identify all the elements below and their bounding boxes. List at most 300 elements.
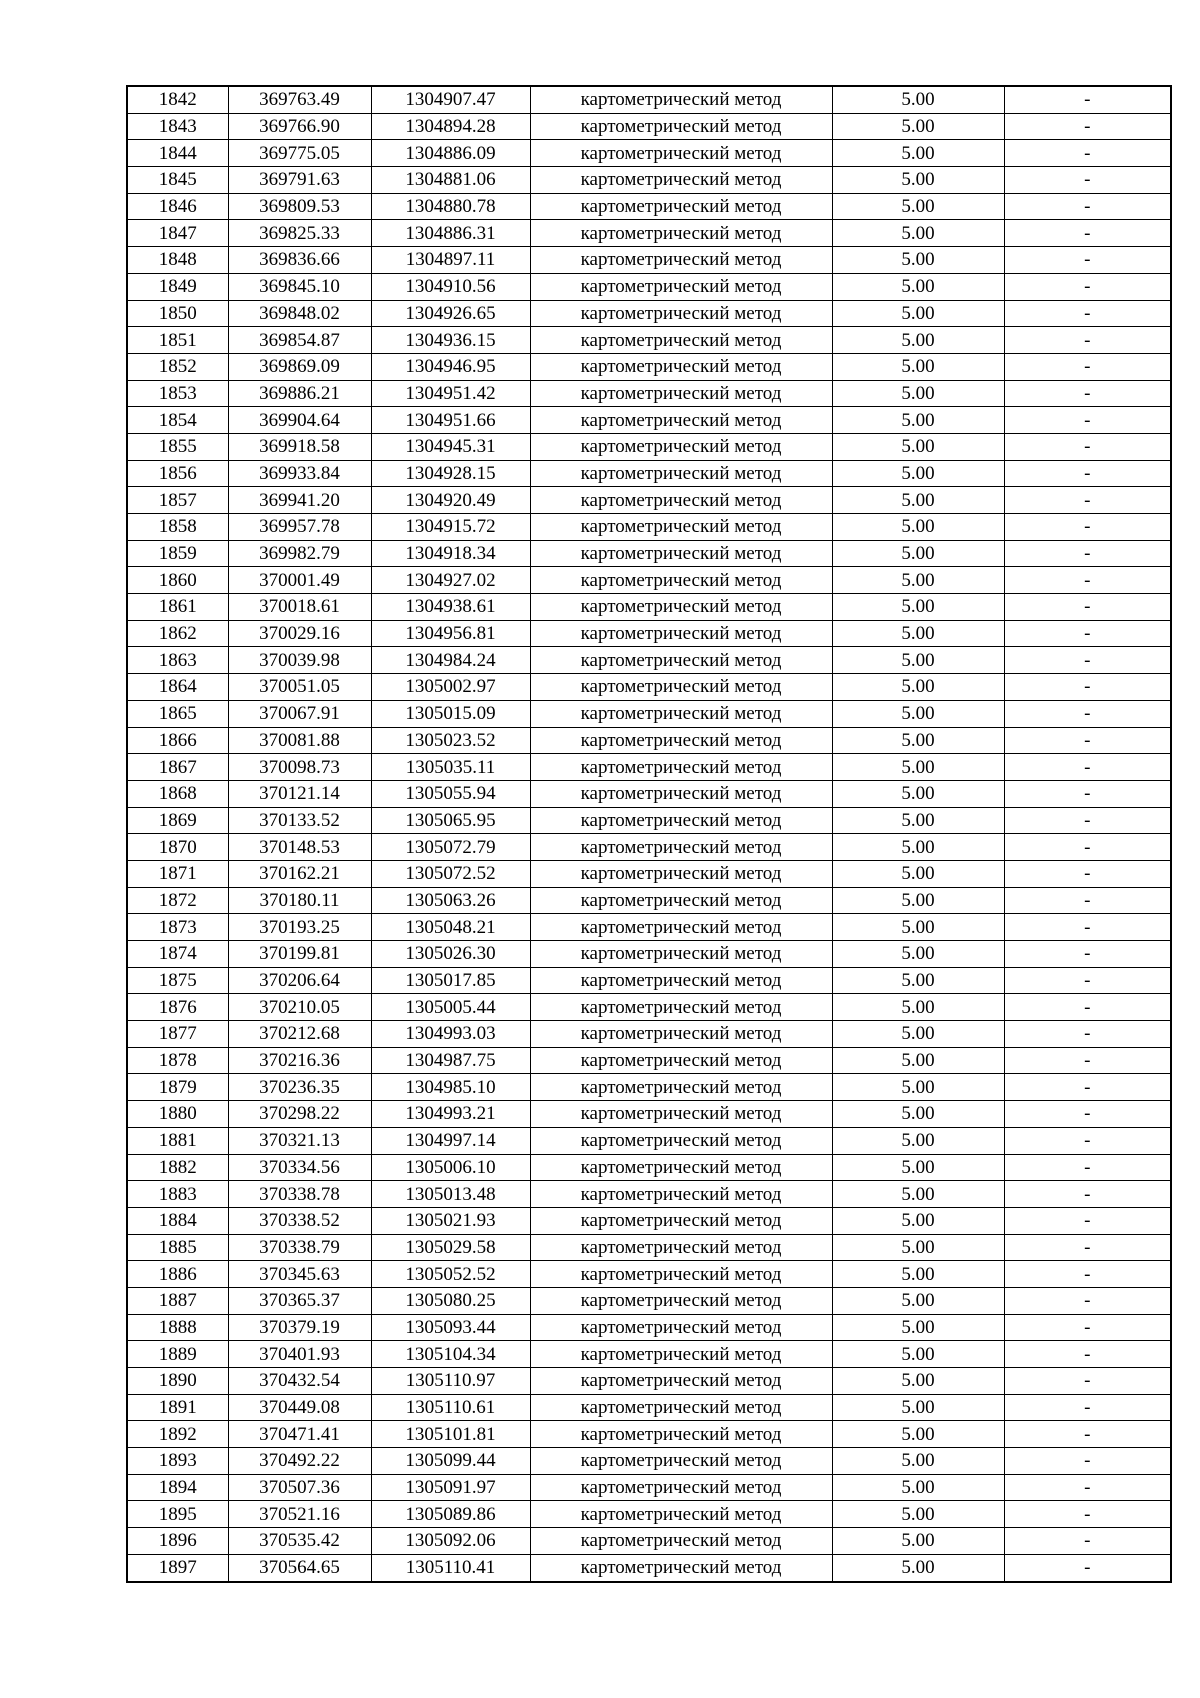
accuracy-cell: 5.00 xyxy=(832,567,1004,594)
table-row xyxy=(127,514,1171,541)
table-row xyxy=(127,914,1171,941)
method-cell: картометрический метод xyxy=(530,407,832,434)
point-number-cell: 1864 xyxy=(127,674,228,701)
y-coordinate-cell: 1305110.41 xyxy=(371,1554,530,1581)
method-cell: картометрический метод xyxy=(530,700,832,727)
method-cell: картометрический метод xyxy=(530,380,832,407)
description-cell: - xyxy=(1004,567,1171,594)
accuracy-cell: 5.00 xyxy=(832,407,1004,434)
method-cell: картометрический метод xyxy=(530,86,832,113)
point-number-cell: 1855 xyxy=(127,433,228,460)
point-number-cell: 1876 xyxy=(127,994,228,1021)
point-number-cell: 1872 xyxy=(127,887,228,914)
y-coordinate-cell: 1304956.81 xyxy=(371,620,530,647)
description-cell: - xyxy=(1004,1154,1171,1181)
y-coordinate-cell: 1304951.66 xyxy=(371,407,530,434)
y-coordinate-cell: 1305055.94 xyxy=(371,780,530,807)
point-number-cell: 1856 xyxy=(127,460,228,487)
table-row xyxy=(127,300,1171,327)
table-row xyxy=(127,1047,1171,1074)
accuracy-cell: 5.00 xyxy=(832,754,1004,781)
x-coordinate-cell: 369854.87 xyxy=(228,327,371,354)
y-coordinate-cell: 1304897.11 xyxy=(371,247,530,274)
table-row xyxy=(127,1368,1171,1395)
table-row xyxy=(127,86,1171,113)
x-coordinate-cell: 369763.49 xyxy=(228,86,371,113)
table-row xyxy=(127,1394,1171,1421)
method-cell: картометрический метод xyxy=(530,113,832,140)
x-coordinate-cell: 369845.10 xyxy=(228,273,371,300)
y-coordinate-cell: 1304915.72 xyxy=(371,514,530,541)
description-cell: - xyxy=(1004,353,1171,380)
accuracy-cell: 5.00 xyxy=(832,1501,1004,1528)
point-number-cell: 1897 xyxy=(127,1554,228,1581)
table-row xyxy=(127,807,1171,834)
y-coordinate-cell: 1304993.21 xyxy=(371,1101,530,1128)
point-number-cell: 1845 xyxy=(127,167,228,194)
table-row xyxy=(127,1448,1171,1475)
description-cell: - xyxy=(1004,167,1171,194)
y-coordinate-cell: 1305013.48 xyxy=(371,1181,530,1208)
x-coordinate-cell: 370449.08 xyxy=(228,1394,371,1421)
y-coordinate-cell: 1304880.78 xyxy=(371,193,530,220)
y-coordinate-cell: 1304936.15 xyxy=(371,327,530,354)
accuracy-cell: 5.00 xyxy=(832,1368,1004,1395)
x-coordinate-cell: 370334.56 xyxy=(228,1154,371,1181)
y-coordinate-cell: 1304881.06 xyxy=(371,167,530,194)
x-coordinate-cell: 369836.66 xyxy=(228,247,371,274)
method-cell: картометрический метод xyxy=(530,647,832,674)
x-coordinate-cell: 370018.61 xyxy=(228,594,371,621)
y-coordinate-cell: 1305005.44 xyxy=(371,994,530,1021)
accuracy-cell: 5.00 xyxy=(832,674,1004,701)
accuracy-cell: 5.00 xyxy=(832,941,1004,968)
x-coordinate-cell: 369982.79 xyxy=(228,540,371,567)
point-number-cell: 1883 xyxy=(127,1181,228,1208)
method-cell: картометрический метод xyxy=(530,567,832,594)
description-cell: - xyxy=(1004,647,1171,674)
point-number-cell: 1891 xyxy=(127,1394,228,1421)
y-coordinate-cell: 1305002.97 xyxy=(371,674,530,701)
x-coordinate-cell: 370133.52 xyxy=(228,807,371,834)
table-row xyxy=(127,407,1171,434)
accuracy-cell: 5.00 xyxy=(832,380,1004,407)
table-row xyxy=(127,327,1171,354)
accuracy-cell: 5.00 xyxy=(832,514,1004,541)
y-coordinate-cell: 1304945.31 xyxy=(371,433,530,460)
method-cell: картометрический метод xyxy=(530,941,832,968)
point-number-cell: 1879 xyxy=(127,1074,228,1101)
table-row xyxy=(127,460,1171,487)
point-number-cell: 1865 xyxy=(127,700,228,727)
accuracy-cell: 5.00 xyxy=(832,620,1004,647)
method-cell: картометрический метод xyxy=(530,1474,832,1501)
point-number-cell: 1847 xyxy=(127,220,228,247)
table-row xyxy=(127,1314,1171,1341)
table-row xyxy=(127,247,1171,274)
point-number-cell: 1868 xyxy=(127,780,228,807)
y-coordinate-cell: 1305110.97 xyxy=(371,1368,530,1395)
y-coordinate-cell: 1305091.97 xyxy=(371,1474,530,1501)
y-coordinate-cell: 1304946.95 xyxy=(371,353,530,380)
x-coordinate-cell: 369766.90 xyxy=(228,113,371,140)
method-cell: картометрический метод xyxy=(530,1047,832,1074)
x-coordinate-cell: 370039.98 xyxy=(228,647,371,674)
y-coordinate-cell: 1304920.49 xyxy=(371,487,530,514)
x-coordinate-cell: 370471.41 xyxy=(228,1421,371,1448)
x-coordinate-cell: 370365.37 xyxy=(228,1287,371,1314)
y-coordinate-cell: 1304907.47 xyxy=(371,86,530,113)
method-cell: картометрический метод xyxy=(530,1261,832,1288)
table-row xyxy=(127,647,1171,674)
accuracy-cell: 5.00 xyxy=(832,914,1004,941)
description-cell: - xyxy=(1004,1394,1171,1421)
y-coordinate-cell: 1305080.25 xyxy=(371,1287,530,1314)
accuracy-cell: 5.00 xyxy=(832,1074,1004,1101)
description-cell: - xyxy=(1004,514,1171,541)
description-cell: - xyxy=(1004,1341,1171,1368)
table-row xyxy=(127,967,1171,994)
x-coordinate-cell: 369848.02 xyxy=(228,300,371,327)
y-coordinate-cell: 1305110.61 xyxy=(371,1394,530,1421)
accuracy-cell: 5.00 xyxy=(832,1234,1004,1261)
y-coordinate-cell: 1305048.21 xyxy=(371,914,530,941)
y-coordinate-cell: 1305072.79 xyxy=(371,834,530,861)
y-coordinate-cell: 1304886.09 xyxy=(371,140,530,167)
table-row xyxy=(127,140,1171,167)
method-cell: картометрический метод xyxy=(530,514,832,541)
table-row xyxy=(127,1154,1171,1181)
description-cell: - xyxy=(1004,1181,1171,1208)
description-cell: - xyxy=(1004,594,1171,621)
method-cell: картометрический метод xyxy=(530,300,832,327)
description-cell: - xyxy=(1004,140,1171,167)
description-cell: - xyxy=(1004,967,1171,994)
table-row xyxy=(127,1261,1171,1288)
y-coordinate-cell: 1305021.93 xyxy=(371,1207,530,1234)
x-coordinate-cell: 370379.19 xyxy=(228,1314,371,1341)
point-number-cell: 1850 xyxy=(127,300,228,327)
method-cell: картометрический метод xyxy=(530,967,832,994)
y-coordinate-cell: 1305052.52 xyxy=(371,1261,530,1288)
point-number-cell: 1881 xyxy=(127,1127,228,1154)
description-cell: - xyxy=(1004,407,1171,434)
x-coordinate-cell: 370216.36 xyxy=(228,1047,371,1074)
accuracy-cell: 5.00 xyxy=(832,1394,1004,1421)
method-cell: картометрический метод xyxy=(530,1341,832,1368)
accuracy-cell: 5.00 xyxy=(832,727,1004,754)
y-coordinate-cell: 1305029.58 xyxy=(371,1234,530,1261)
method-cell: картометрический метод xyxy=(530,1207,832,1234)
accuracy-cell: 5.00 xyxy=(832,594,1004,621)
method-cell: картометрический метод xyxy=(530,433,832,460)
x-coordinate-cell: 369775.05 xyxy=(228,140,371,167)
description-cell: - xyxy=(1004,220,1171,247)
x-coordinate-cell: 370081.88 xyxy=(228,727,371,754)
x-coordinate-cell: 369791.63 xyxy=(228,167,371,194)
accuracy-cell: 5.00 xyxy=(832,460,1004,487)
table-row xyxy=(127,193,1171,220)
point-number-cell: 1892 xyxy=(127,1421,228,1448)
method-cell: картометрический метод xyxy=(530,727,832,754)
y-coordinate-cell: 1305015.09 xyxy=(371,700,530,727)
description-cell: - xyxy=(1004,487,1171,514)
x-coordinate-cell: 370564.65 xyxy=(228,1554,371,1581)
method-cell: картометрический метод xyxy=(530,594,832,621)
y-coordinate-cell: 1305101.81 xyxy=(371,1421,530,1448)
description-cell: - xyxy=(1004,1314,1171,1341)
point-number-cell: 1867 xyxy=(127,754,228,781)
accuracy-cell: 5.00 xyxy=(832,1528,1004,1555)
x-coordinate-cell: 369869.09 xyxy=(228,353,371,380)
point-number-cell: 1860 xyxy=(127,567,228,594)
description-cell: - xyxy=(1004,1101,1171,1128)
accuracy-cell: 5.00 xyxy=(832,1341,1004,1368)
description-cell: - xyxy=(1004,727,1171,754)
point-number-cell: 1854 xyxy=(127,407,228,434)
method-cell: картометрический метод xyxy=(530,540,832,567)
accuracy-cell: 5.00 xyxy=(832,967,1004,994)
point-number-cell: 1874 xyxy=(127,941,228,968)
accuracy-cell: 5.00 xyxy=(832,1047,1004,1074)
point-number-cell: 1895 xyxy=(127,1501,228,1528)
x-coordinate-cell: 370236.35 xyxy=(228,1074,371,1101)
table-row xyxy=(127,994,1171,1021)
point-number-cell: 1878 xyxy=(127,1047,228,1074)
method-cell: картометрический метод xyxy=(530,1554,832,1581)
point-number-cell: 1869 xyxy=(127,807,228,834)
description-cell: - xyxy=(1004,994,1171,1021)
x-coordinate-cell: 370162.21 xyxy=(228,860,371,887)
y-coordinate-cell: 1304894.28 xyxy=(371,113,530,140)
method-cell: картометрический метод xyxy=(530,327,832,354)
table-row xyxy=(127,113,1171,140)
accuracy-cell: 5.00 xyxy=(832,994,1004,1021)
x-coordinate-cell: 370338.78 xyxy=(228,1181,371,1208)
table-row xyxy=(127,1474,1171,1501)
method-cell: картометрический метод xyxy=(530,247,832,274)
description-cell: - xyxy=(1004,1554,1171,1581)
description-cell: - xyxy=(1004,1501,1171,1528)
accuracy-cell: 5.00 xyxy=(832,647,1004,674)
description-cell: - xyxy=(1004,247,1171,274)
table-row xyxy=(127,540,1171,567)
table-row xyxy=(127,353,1171,380)
point-number-cell: 1886 xyxy=(127,1261,228,1288)
accuracy-cell: 5.00 xyxy=(832,433,1004,460)
method-cell: картометрический метод xyxy=(530,1234,832,1261)
coordinates-table-body xyxy=(127,86,1171,1582)
method-cell: картометрический метод xyxy=(530,887,832,914)
y-coordinate-cell: 1304910.56 xyxy=(371,273,530,300)
y-coordinate-cell: 1304886.31 xyxy=(371,220,530,247)
point-number-cell: 1846 xyxy=(127,193,228,220)
table-row xyxy=(127,1074,1171,1101)
x-coordinate-cell: 369941.20 xyxy=(228,487,371,514)
method-cell: картометрический метод xyxy=(530,1101,832,1128)
x-coordinate-cell: 369809.53 xyxy=(228,193,371,220)
x-coordinate-cell: 370432.54 xyxy=(228,1368,371,1395)
accuracy-cell: 5.00 xyxy=(832,167,1004,194)
table-row xyxy=(127,1207,1171,1234)
x-coordinate-cell: 370338.52 xyxy=(228,1207,371,1234)
description-cell: - xyxy=(1004,273,1171,300)
method-cell: картометрический метод xyxy=(530,807,832,834)
description-cell: - xyxy=(1004,674,1171,701)
y-coordinate-cell: 1305089.86 xyxy=(371,1501,530,1528)
description-cell: - xyxy=(1004,1287,1171,1314)
description-cell: - xyxy=(1004,193,1171,220)
point-number-cell: 1849 xyxy=(127,273,228,300)
y-coordinate-cell: 1305065.95 xyxy=(371,807,530,834)
table-row xyxy=(127,1021,1171,1048)
y-coordinate-cell: 1304984.24 xyxy=(371,647,530,674)
table-row xyxy=(127,887,1171,914)
table-row xyxy=(127,487,1171,514)
x-coordinate-cell: 370180.11 xyxy=(228,887,371,914)
method-cell: картометрический метод xyxy=(530,834,832,861)
method-cell: картометрический метод xyxy=(530,994,832,1021)
x-coordinate-cell: 370321.13 xyxy=(228,1127,371,1154)
method-cell: картометрический метод xyxy=(530,193,832,220)
accuracy-cell: 5.00 xyxy=(832,1421,1004,1448)
point-number-cell: 1858 xyxy=(127,514,228,541)
point-number-cell: 1861 xyxy=(127,594,228,621)
x-coordinate-cell: 370401.93 xyxy=(228,1341,371,1368)
description-cell: - xyxy=(1004,1234,1171,1261)
x-coordinate-cell: 369904.64 xyxy=(228,407,371,434)
accuracy-cell: 5.00 xyxy=(832,860,1004,887)
x-coordinate-cell: 370507.36 xyxy=(228,1474,371,1501)
y-coordinate-cell: 1305092.06 xyxy=(371,1528,530,1555)
point-number-cell: 1859 xyxy=(127,540,228,567)
method-cell: картометрический метод xyxy=(530,1314,832,1341)
description-cell: - xyxy=(1004,1021,1171,1048)
accuracy-cell: 5.00 xyxy=(832,1181,1004,1208)
table-row xyxy=(127,1421,1171,1448)
description-cell: - xyxy=(1004,860,1171,887)
method-cell: картометрический метод xyxy=(530,167,832,194)
description-cell: - xyxy=(1004,86,1171,113)
description-cell: - xyxy=(1004,887,1171,914)
point-number-cell: 1842 xyxy=(127,86,228,113)
y-coordinate-cell: 1305035.11 xyxy=(371,754,530,781)
description-cell: - xyxy=(1004,754,1171,781)
accuracy-cell: 5.00 xyxy=(832,1554,1004,1581)
x-coordinate-cell: 370193.25 xyxy=(228,914,371,941)
point-number-cell: 1885 xyxy=(127,1234,228,1261)
y-coordinate-cell: 1305104.34 xyxy=(371,1341,530,1368)
point-number-cell: 1880 xyxy=(127,1101,228,1128)
description-cell: - xyxy=(1004,327,1171,354)
description-cell: - xyxy=(1004,914,1171,941)
accuracy-cell: 5.00 xyxy=(832,487,1004,514)
method-cell: картометрический метод xyxy=(530,140,832,167)
x-coordinate-cell: 370206.64 xyxy=(228,967,371,994)
coordinates-table xyxy=(126,85,1172,1583)
description-cell: - xyxy=(1004,300,1171,327)
point-number-cell: 1887 xyxy=(127,1287,228,1314)
description-cell: - xyxy=(1004,780,1171,807)
table-row xyxy=(127,380,1171,407)
y-coordinate-cell: 1305026.30 xyxy=(371,941,530,968)
point-number-cell: 1877 xyxy=(127,1021,228,1048)
method-cell: картометрический метод xyxy=(530,780,832,807)
description-cell: - xyxy=(1004,1261,1171,1288)
accuracy-cell: 5.00 xyxy=(832,1474,1004,1501)
x-coordinate-cell: 370121.14 xyxy=(228,780,371,807)
table-row xyxy=(127,567,1171,594)
method-cell: картометрический метод xyxy=(530,860,832,887)
x-coordinate-cell: 370029.16 xyxy=(228,620,371,647)
table-row xyxy=(127,780,1171,807)
accuracy-cell: 5.00 xyxy=(832,247,1004,274)
point-number-cell: 1870 xyxy=(127,834,228,861)
x-coordinate-cell: 370535.42 xyxy=(228,1528,371,1555)
description-cell: - xyxy=(1004,807,1171,834)
point-number-cell: 1889 xyxy=(127,1341,228,1368)
description-cell: - xyxy=(1004,1074,1171,1101)
x-coordinate-cell: 369957.78 xyxy=(228,514,371,541)
method-cell: картометрический метод xyxy=(530,1154,832,1181)
description-cell: - xyxy=(1004,433,1171,460)
table-row xyxy=(127,941,1171,968)
method-cell: картометрический метод xyxy=(530,1074,832,1101)
y-coordinate-cell: 1304926.65 xyxy=(371,300,530,327)
table-row xyxy=(127,674,1171,701)
y-coordinate-cell: 1304951.42 xyxy=(371,380,530,407)
x-coordinate-cell: 370492.22 xyxy=(228,1448,371,1475)
description-cell: - xyxy=(1004,1421,1171,1448)
x-coordinate-cell: 370212.68 xyxy=(228,1021,371,1048)
method-cell: картометрический метод xyxy=(530,1368,832,1395)
x-coordinate-cell: 370148.53 xyxy=(228,834,371,861)
accuracy-cell: 5.00 xyxy=(832,1127,1004,1154)
table-row xyxy=(127,860,1171,887)
accuracy-cell: 5.00 xyxy=(832,540,1004,567)
description-cell: - xyxy=(1004,620,1171,647)
table-row xyxy=(127,1341,1171,1368)
method-cell: картометрический метод xyxy=(530,487,832,514)
table-row xyxy=(127,433,1171,460)
y-coordinate-cell: 1304993.03 xyxy=(371,1021,530,1048)
y-coordinate-cell: 1304938.61 xyxy=(371,594,530,621)
x-coordinate-cell: 369825.33 xyxy=(228,220,371,247)
accuracy-cell: 5.00 xyxy=(832,887,1004,914)
accuracy-cell: 5.00 xyxy=(832,780,1004,807)
point-number-cell: 1851 xyxy=(127,327,228,354)
method-cell: картометрический метод xyxy=(530,1528,832,1555)
method-cell: картометрический метод xyxy=(530,754,832,781)
table-row xyxy=(127,754,1171,781)
x-coordinate-cell: 370345.63 xyxy=(228,1261,371,1288)
accuracy-cell: 5.00 xyxy=(832,1287,1004,1314)
accuracy-cell: 5.00 xyxy=(832,1154,1004,1181)
method-cell: картометрический метод xyxy=(530,220,832,247)
y-coordinate-cell: 1305063.26 xyxy=(371,887,530,914)
accuracy-cell: 5.00 xyxy=(832,834,1004,861)
y-coordinate-cell: 1304918.34 xyxy=(371,540,530,567)
point-number-cell: 1875 xyxy=(127,967,228,994)
description-cell: - xyxy=(1004,1474,1171,1501)
x-coordinate-cell: 370338.79 xyxy=(228,1234,371,1261)
accuracy-cell: 5.00 xyxy=(832,327,1004,354)
x-coordinate-cell: 370298.22 xyxy=(228,1101,371,1128)
point-number-cell: 1857 xyxy=(127,487,228,514)
accuracy-cell: 5.00 xyxy=(832,1101,1004,1128)
point-number-cell: 1888 xyxy=(127,1314,228,1341)
y-coordinate-cell: 1305072.52 xyxy=(371,860,530,887)
